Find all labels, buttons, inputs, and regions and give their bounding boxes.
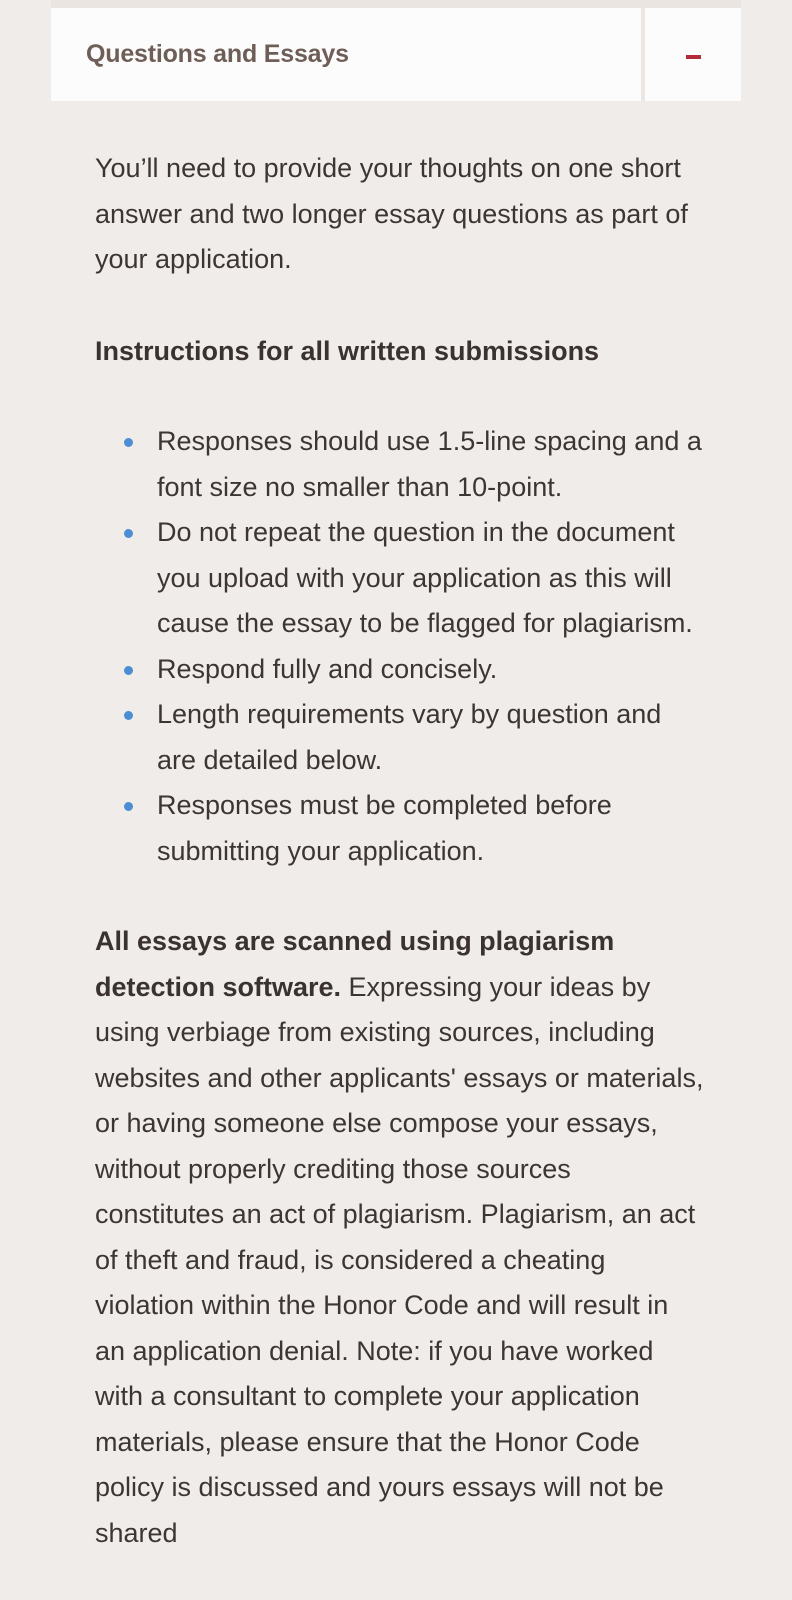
instructions-list <box>95 419 705 874</box>
list-item: Responses should use 1.5-line spacing and a font size no smaller than 10-point. <box>157 419 705 510</box>
plagiarism-body-text: Expressing your ideas by using verbiage from existing sources, including websites and other applicants' essays or materials, or having someone else compose your essays, without properly crediting those sources constitutes an act of plagiarism. Plagiarism, an act of theft and fraud, is considered a cheating violation within the Honor Code and will result in an application denial. Note: if you have worked with a consultant to complete your application materials, please ensure that the Honor Code policy is discussed and yours essays will not be shared <box>95 971 704 1548</box>
accordion-collapse-button[interactable] <box>641 8 741 101</box>
plagiarism-paragraph <box>95 919 705 1556</box>
plagiarism-bold-lead: All essays are scanned using plagiarism detection software. <box>95 926 615 1002</box>
list-item: Respond fully and concisely. <box>157 647 705 693</box>
list-item: Length requirements vary by question and are detailed below. <box>157 692 705 783</box>
accordion-header-questions-and-essays[interactable] <box>51 8 741 101</box>
accordion-top-divider <box>51 0 741 8</box>
intro-paragraph: You’ll need to provide your thoughts on one short answer and two longer essay questions as part of your application. <box>95 153 688 274</box>
list-item: Do not repeat the question in the document you upload with your application as this will cause the essay to be flagged for plagiarism. <box>157 510 705 647</box>
accordion-content <box>95 146 705 1556</box>
accordion-title[interactable]: Questions and Essays <box>86 40 349 68</box>
minus-icon <box>686 55 701 59</box>
list-item: Responses must be completed before submitting your application. <box>157 783 705 874</box>
instructions-heading: Instructions for all written submissions <box>95 335 600 366</box>
